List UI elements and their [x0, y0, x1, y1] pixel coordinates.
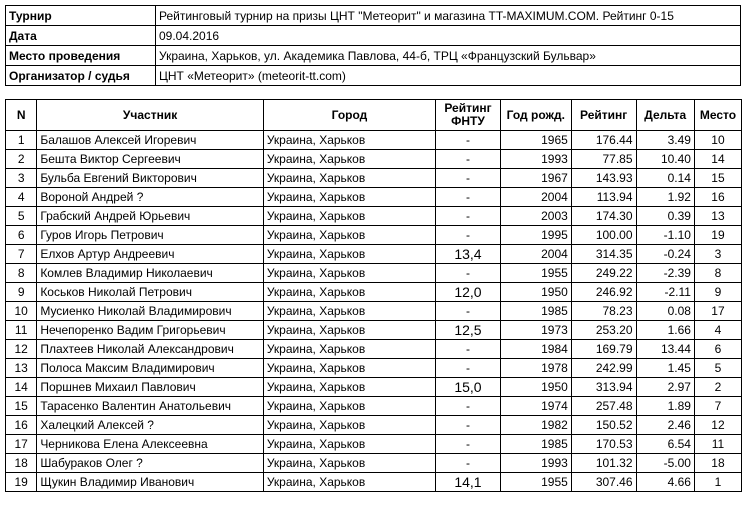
cell-delta: 13.44: [636, 340, 694, 359]
table-row: [6, 226, 742, 245]
cell-fhtu: -: [436, 435, 501, 454]
cell-delta: 0.39: [636, 207, 694, 226]
table-row: [6, 454, 742, 473]
cell-n: 9: [6, 283, 37, 302]
cell-rating: 314.35: [571, 245, 636, 264]
cell-name: Нечепоренко Вадим Григорьевич: [37, 321, 264, 340]
cell-delta: 2.46: [636, 416, 694, 435]
table-row: [6, 397, 742, 416]
cell-rating: 170.53: [571, 435, 636, 454]
info-label: Место проведения: [6, 46, 156, 66]
cell-rating: 101.32: [571, 454, 636, 473]
cell-delta: 4.66: [636, 473, 694, 492]
results-body: [6, 131, 742, 492]
cell-delta: 2.97: [636, 378, 694, 397]
cell-name: Балашов Алексей Игоревич: [37, 131, 264, 150]
info-row: [6, 6, 741, 26]
cell-place: 12: [694, 416, 741, 435]
tournament-info-body: [6, 6, 741, 86]
cell-fhtu: -: [436, 150, 501, 169]
cell-n: 19: [6, 473, 37, 492]
cell-rating: 78.23: [571, 302, 636, 321]
cell-name: Комлев Владимир Николаевич: [37, 264, 264, 283]
cell-city: Украина, Харьков: [263, 321, 435, 340]
table-row: [6, 359, 742, 378]
cell-year: 1982: [500, 416, 571, 435]
cell-name: Поршнев Михаил Павлович: [37, 378, 264, 397]
table-row: [6, 264, 742, 283]
table-row: [6, 131, 742, 150]
cell-name: Тарасенко Валентин Анатольевич: [37, 397, 264, 416]
cell-city: Украина, Харьков: [263, 283, 435, 302]
header-row: [6, 100, 742, 131]
cell-city: Украина, Харьков: [263, 131, 435, 150]
table-row: [6, 321, 742, 340]
info-row: [6, 46, 741, 66]
cell-rating: 169.79: [571, 340, 636, 359]
cell-fhtu: -: [436, 416, 501, 435]
cell-rating: 176.44: [571, 131, 636, 150]
header-name: Участник: [37, 100, 264, 131]
cell-n: 3: [6, 169, 37, 188]
cell-delta: 10.40: [636, 150, 694, 169]
cell-place: 18: [694, 454, 741, 473]
cell-delta: 6.54: [636, 435, 694, 454]
cell-fhtu: -: [436, 207, 501, 226]
cell-delta: 0.08: [636, 302, 694, 321]
header-fhtu-line2: ФНТУ: [451, 114, 485, 128]
cell-place: 4: [694, 321, 741, 340]
info-label: Организатор / судья: [6, 66, 156, 86]
cell-n: 6: [6, 226, 37, 245]
cell-rating: 257.48: [571, 397, 636, 416]
cell-year: 1955: [500, 473, 571, 492]
cell-fhtu: 15,0: [436, 378, 501, 397]
header-year: Год рожд.: [500, 100, 571, 131]
header-place: Место: [694, 100, 741, 131]
cell-year: 1993: [500, 454, 571, 473]
cell-city: Украина, Харьков: [263, 416, 435, 435]
cell-n: 7: [6, 245, 37, 264]
cell-n: 17: [6, 435, 37, 454]
cell-city: Украина, Харьков: [263, 264, 435, 283]
header-rating: Рейтинг: [571, 100, 636, 131]
cell-n: 5: [6, 207, 37, 226]
cell-delta: 1.66: [636, 321, 694, 340]
info-row: [6, 66, 741, 86]
cell-place: 1: [694, 473, 741, 492]
cell-city: Украина, Харьков: [263, 302, 435, 321]
cell-place: 10: [694, 131, 741, 150]
cell-city: Украина, Харьков: [263, 397, 435, 416]
cell-n: 15: [6, 397, 37, 416]
cell-place: 3: [694, 245, 741, 264]
cell-n: 11: [6, 321, 37, 340]
cell-year: 1973: [500, 321, 571, 340]
cell-n: 14: [6, 378, 37, 397]
cell-place: 7: [694, 397, 741, 416]
cell-city: Украина, Харьков: [263, 226, 435, 245]
cell-year: 1955: [500, 264, 571, 283]
cell-city: Украина, Харьков: [263, 473, 435, 492]
table-row: [6, 245, 742, 264]
table-row: [6, 378, 742, 397]
header-fhtu-line1: Рейтинг: [444, 101, 492, 115]
info-value: ЦНТ «Метеорит» (meteorit-tt.com): [156, 66, 741, 86]
cell-place: 16: [694, 188, 741, 207]
cell-fhtu: -: [436, 169, 501, 188]
cell-year: 1985: [500, 302, 571, 321]
info-value: Украина, Харьков, ул. Академика Павлова, 44-б, ТРЦ «Французский Бульвар»: [156, 46, 741, 66]
tournament-info-table: [5, 5, 741, 86]
table-row: [6, 169, 742, 188]
cell-delta: -1.10: [636, 226, 694, 245]
cell-year: 1950: [500, 378, 571, 397]
cell-city: Украина, Харьков: [263, 245, 435, 264]
cell-name: Бешта Виктор Сергеевич: [37, 150, 264, 169]
cell-fhtu: 12,0: [436, 283, 501, 302]
cell-n: 8: [6, 264, 37, 283]
cell-rating: 242.99: [571, 359, 636, 378]
cell-year: 1978: [500, 359, 571, 378]
table-row: [6, 302, 742, 321]
cell-delta: 3.49: [636, 131, 694, 150]
cell-fhtu: -: [436, 340, 501, 359]
cell-year: 1993: [500, 150, 571, 169]
info-value: Рейтинговый турнир на призы ЦНТ "Метеорит" и магазина TT-MAXIMUM.COM. Рейтинг 0-15: [156, 6, 741, 26]
cell-delta: 1.92: [636, 188, 694, 207]
cell-fhtu: -: [436, 188, 501, 207]
header-delta: Дельта: [636, 100, 694, 131]
cell-name: Щукин Владимир Иванович: [37, 473, 264, 492]
results-table: [5, 99, 742, 492]
cell-name: Коськов Николай Петрович: [37, 283, 264, 302]
table-row: [6, 416, 742, 435]
cell-rating: 253.20: [571, 321, 636, 340]
cell-fhtu: -: [436, 131, 501, 150]
cell-place: 17: [694, 302, 741, 321]
cell-delta: 0.14: [636, 169, 694, 188]
cell-year: 1995: [500, 226, 571, 245]
cell-fhtu: 14,1: [436, 473, 501, 492]
cell-fhtu: -: [436, 454, 501, 473]
cell-place: 6: [694, 340, 741, 359]
info-label: Турнир: [6, 6, 156, 26]
cell-city: Украина, Харьков: [263, 435, 435, 454]
info-row: [6, 26, 741, 46]
cell-name: Шабураков Олег ?: [37, 454, 264, 473]
cell-city: Украина, Харьков: [263, 359, 435, 378]
cell-year: 1985: [500, 435, 571, 454]
cell-n: 12: [6, 340, 37, 359]
cell-year: 2004: [500, 245, 571, 264]
table-row: [6, 340, 742, 359]
cell-name: Бульба Евгений Викторович: [37, 169, 264, 188]
cell-fhtu: 13,4: [436, 245, 501, 264]
cell-fhtu: -: [436, 302, 501, 321]
cell-year: 2003: [500, 207, 571, 226]
cell-fhtu: -: [436, 264, 501, 283]
header-city: Город: [263, 100, 435, 131]
table-row: [6, 188, 742, 207]
cell-n: 1: [6, 131, 37, 150]
header-fhtu: [436, 100, 501, 131]
cell-delta: -2.11: [636, 283, 694, 302]
cell-city: Украина, Харьков: [263, 454, 435, 473]
cell-rating: 249.22: [571, 264, 636, 283]
info-value: 09.04.2016: [156, 26, 741, 46]
cell-fhtu: 12,5: [436, 321, 501, 340]
cell-place: 19: [694, 226, 741, 245]
cell-name: Халецкий Алексей ?: [37, 416, 264, 435]
cell-year: 1974: [500, 397, 571, 416]
cell-place: 14: [694, 150, 741, 169]
cell-place: 13: [694, 207, 741, 226]
cell-year: 1950: [500, 283, 571, 302]
table-row: [6, 150, 742, 169]
cell-place: 9: [694, 283, 741, 302]
cell-city: Украина, Харьков: [263, 207, 435, 226]
cell-place: 15: [694, 169, 741, 188]
cell-fhtu: -: [436, 359, 501, 378]
cell-year: 2004: [500, 188, 571, 207]
info-label: Дата: [6, 26, 156, 46]
results-header: [6, 100, 742, 131]
table-row: [6, 207, 742, 226]
cell-n: 10: [6, 302, 37, 321]
cell-city: Украина, Харьков: [263, 378, 435, 397]
cell-delta: -5.00: [636, 454, 694, 473]
cell-rating: 307.46: [571, 473, 636, 492]
cell-delta: 1.89: [636, 397, 694, 416]
cell-name: Гуров Игорь Петрович: [37, 226, 264, 245]
cell-n: 2: [6, 150, 37, 169]
cell-name: Плахтеев Николай Александрович: [37, 340, 264, 359]
cell-city: Украина, Харьков: [263, 340, 435, 359]
cell-rating: 100.00: [571, 226, 636, 245]
cell-n: 4: [6, 188, 37, 207]
cell-place: 5: [694, 359, 741, 378]
cell-delta: -0.24: [636, 245, 694, 264]
table-row: [6, 283, 742, 302]
cell-name: Грабский Андрей Юрьевич: [37, 207, 264, 226]
cell-delta: -2.39: [636, 264, 694, 283]
cell-name: Черникова Елена Алексеевна: [37, 435, 264, 454]
cell-rating: 174.30: [571, 207, 636, 226]
cell-name: Елхов Артур Андреевич: [37, 245, 264, 264]
cell-year: 1984: [500, 340, 571, 359]
cell-city: Украина, Харьков: [263, 150, 435, 169]
cell-fhtu: -: [436, 226, 501, 245]
cell-rating: 150.52: [571, 416, 636, 435]
header-n: N: [6, 100, 37, 131]
cell-rating: 143.93: [571, 169, 636, 188]
cell-place: 8: [694, 264, 741, 283]
cell-year: 1965: [500, 131, 571, 150]
cell-place: 11: [694, 435, 741, 454]
cell-year: 1967: [500, 169, 571, 188]
cell-n: 13: [6, 359, 37, 378]
cell-place: 2: [694, 378, 741, 397]
cell-rating: 113.94: [571, 188, 636, 207]
cell-name: Полоса Максим Владимирович: [37, 359, 264, 378]
table-row: [6, 435, 742, 454]
cell-n: 16: [6, 416, 37, 435]
cell-name: Мусиенко Николай Владимирович: [37, 302, 264, 321]
cell-rating: 246.92: [571, 283, 636, 302]
cell-city: Украина, Харьков: [263, 169, 435, 188]
cell-rating: 313.94: [571, 378, 636, 397]
cell-rating: 77.85: [571, 150, 636, 169]
cell-name: Вороной Андрей ?: [37, 188, 264, 207]
table-row: [6, 473, 742, 492]
cell-fhtu: -: [436, 397, 501, 416]
cell-n: 18: [6, 454, 37, 473]
cell-delta: 1.45: [636, 359, 694, 378]
cell-city: Украина, Харьков: [263, 188, 435, 207]
